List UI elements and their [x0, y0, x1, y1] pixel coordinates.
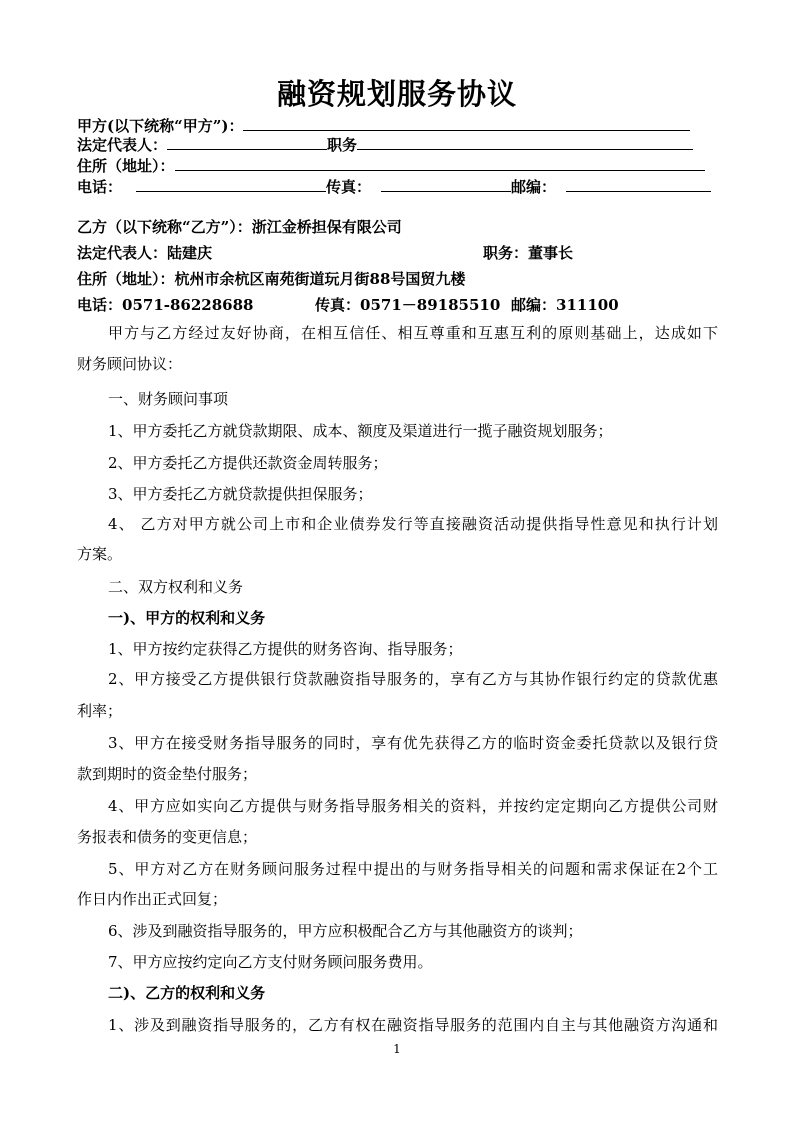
label: 邮编： [511, 296, 557, 314]
party-a-name-row [77, 116, 718, 136]
label: 住所（地址）： [77, 270, 175, 288]
party-b-fax: 0571－89185510 [360, 296, 501, 314]
party-b-address-row [77, 269, 718, 289]
document-title: 融资规划服务协议 [276, 77, 517, 111]
party-a-contact-row [77, 177, 718, 197]
party-a-rep-blank[interactable] [167, 135, 327, 150]
body-line: 财务顾问协议： [77, 355, 183, 373]
body-line: 作日内作出正式回复； [77, 890, 228, 908]
party-a-address-row [77, 156, 718, 176]
party-a-rep-row [77, 135, 718, 155]
party-a-postcode-blank[interactable] [566, 177, 711, 192]
party-b-rep-row [77, 243, 718, 263]
party-b-postcode: 311100 [556, 296, 619, 314]
body-line: 2、甲方接受乙方提供银行贷款融资指导服务的，享有乙方与其协作银行约定的贷款优惠 [108, 670, 718, 688]
body-line: 6、涉及到融资指导服务的，甲方应积极配合乙方与其他融资方的谈判； [108, 922, 583, 940]
body-line: 1、甲方按约定获得乙方提供的财务咨询、指导服务； [108, 640, 463, 658]
label: 甲方(以下统称“甲方”)： [77, 117, 244, 135]
body-line: 4、 乙方对甲方就公司上市和企业债券发行等直接融资活动提供指导性意见和执行计划 [108, 515, 718, 533]
body-line: 4、甲方应如实向乙方提供与财务指导服务相关的资料，并按约定定期向乙方提供公司财 [108, 797, 718, 815]
page-number: 1 [393, 1042, 401, 1056]
body-line: 1、涉及到融资指导服务的，乙方有权在融资指导服务的范围内自主与其他融资方沟通和 [108, 1016, 718, 1034]
body-line: 5、甲方对乙方在财务顾问服务过程中提出的与财务指导相关的问题和需求保证在2个工 [108, 860, 718, 878]
body-line: 利率； [77, 702, 123, 720]
label: 邮编： [511, 178, 557, 196]
party-a-address-blank[interactable] [175, 156, 705, 171]
party-b-rep: 陆建庆 [167, 244, 213, 262]
label: 职务 [327, 136, 358, 154]
party-b-name: 浙江金桥担保有限公司 [251, 218, 402, 236]
label: 电话： [77, 296, 123, 314]
party-b-address: 杭州市余杭区南苑街道玩月街88号国贸九楼 [174, 270, 466, 288]
body-line: 务报表和债务的变更信息； [77, 828, 258, 846]
label: 法定代表人： [77, 136, 168, 154]
party-a-phone-blank[interactable] [136, 177, 326, 192]
body-line: 3、甲方委托乙方就贷款提供担保服务； [108, 485, 373, 503]
party-a-position-blank[interactable] [357, 135, 693, 150]
label: 传真： [315, 296, 361, 314]
party-a-name-blank[interactable] [243, 116, 690, 131]
body-line: 2、甲方委托乙方提供还款资金周转服务； [108, 454, 388, 472]
label: 传真： [326, 178, 372, 196]
body-line: 1、甲方委托乙方就贷款期限、成本、额度及渠道进行一揽子融资规划服务； [108, 422, 613, 440]
party-a-fax-blank[interactable] [381, 177, 511, 192]
body-line: 款到期时的资金垫付服务； [77, 765, 258, 783]
body-line: 二)、乙方的权利和义务 [108, 984, 266, 1002]
label: 电话： [77, 178, 123, 196]
label: 乙方（以下统称“乙方”）： [77, 218, 252, 236]
party-b-contact-row [77, 295, 718, 315]
label: 职务： [483, 244, 529, 262]
body-line: 一、财务顾问事项 [108, 390, 229, 408]
party-b-name-row [77, 217, 718, 237]
label: 法定代表人： [77, 244, 168, 262]
body-line: 3、甲方在接受财务指导服务的同时，享有优先获得乙方的临时资金委托贷款以及银行贷 [108, 734, 718, 752]
body-line: 7、甲方应按约定向乙方支付财务顾问服务费用。 [108, 953, 433, 971]
body-line: 方案。 [77, 545, 123, 563]
body-line: 甲方与乙方经过友好协商，在相互信任、相互尊重和互惠互利的原则基础上，达成如下 [108, 324, 718, 342]
body-line: 一)、甲方的权利和义务 [108, 609, 266, 627]
body-line: 二、双方权利和义务 [108, 578, 244, 596]
party-b-position: 董事长 [528, 244, 574, 262]
party-b-phone: 0571-86228688 [122, 296, 254, 314]
label: 住所（地址）： [77, 157, 175, 175]
